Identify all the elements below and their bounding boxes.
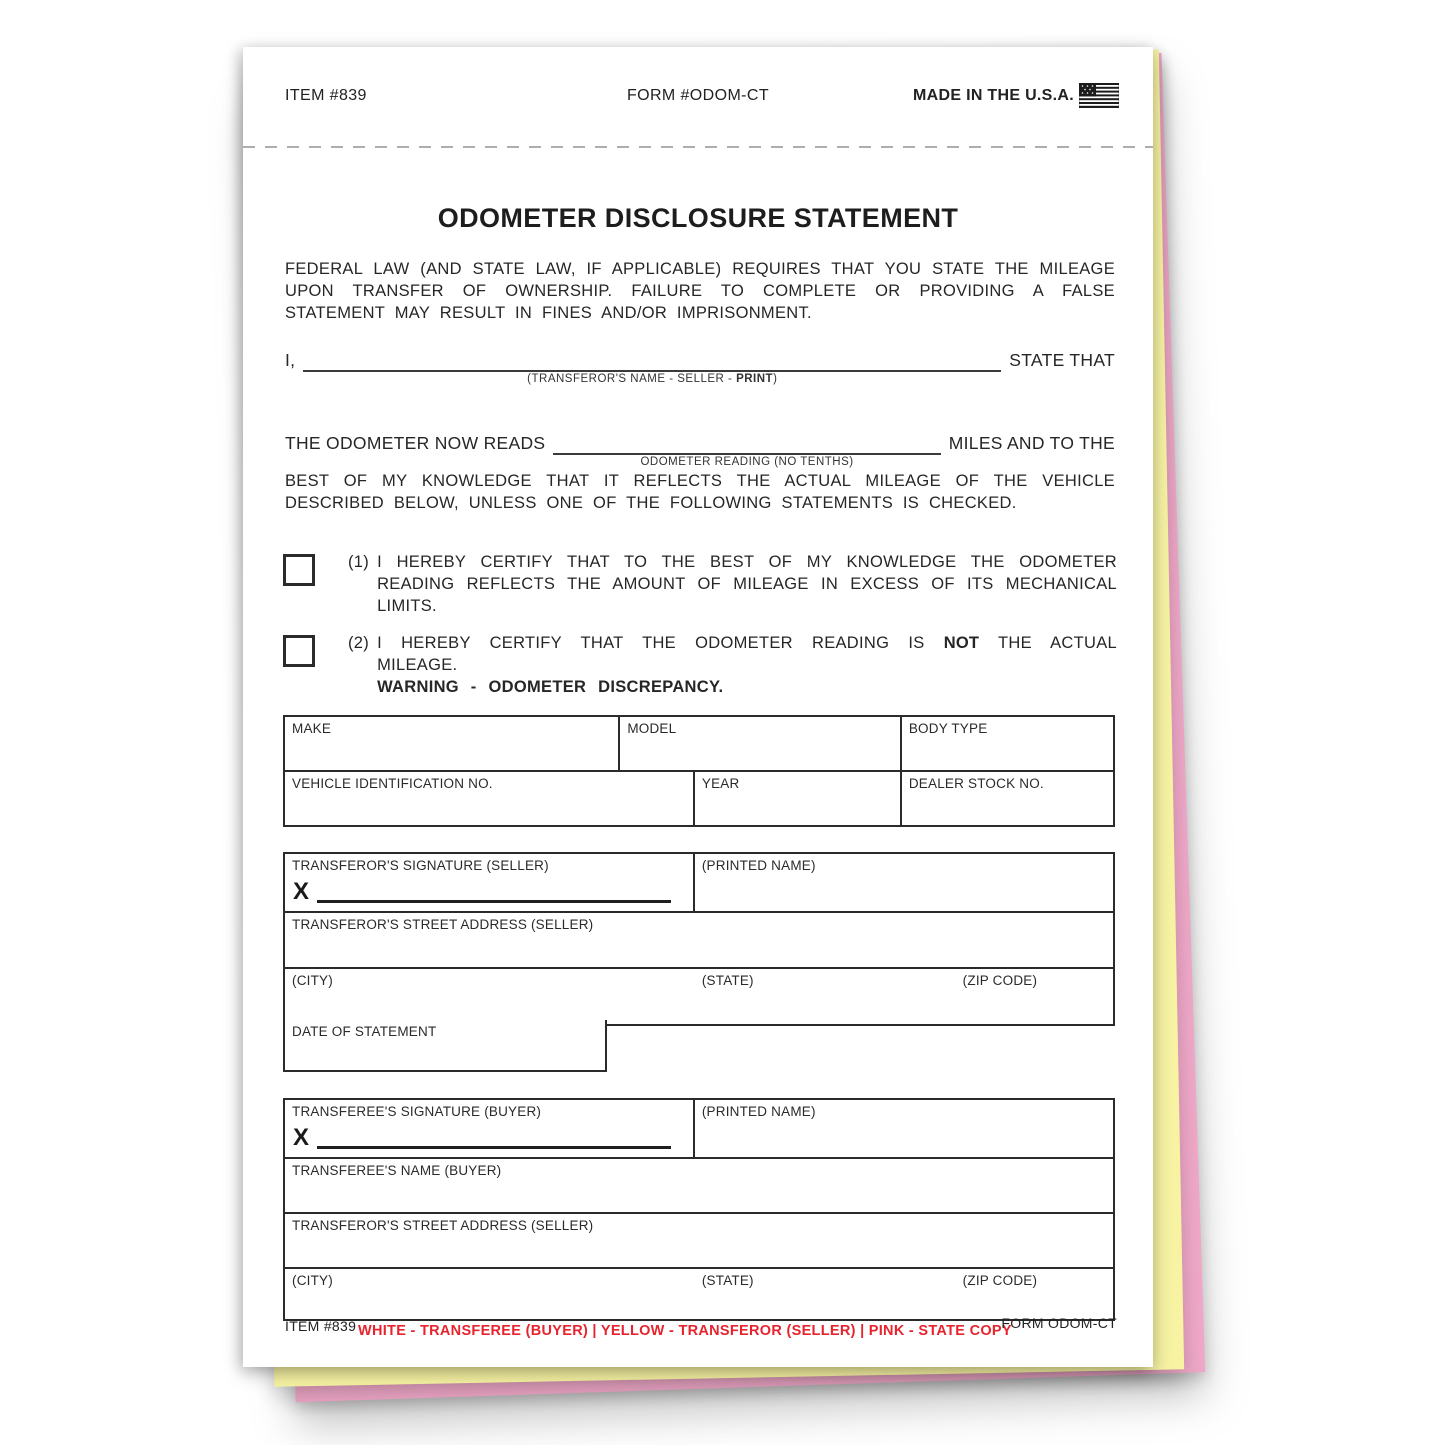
transferee-printed-name-label: (PRINTED NAME) — [701, 1104, 816, 1119]
made-in-usa-label: MADE IN THE U.S.A. — [913, 86, 1074, 104]
copy-distribution-legend: WHITE - TRANSFEREE (BUYER) | YELLOW - TRANSFEROR (SELLER) | PINK - STATE COPY — [357, 1323, 1012, 1339]
item-number: ITEM #839 — [285, 87, 367, 104]
made-in-usa — [913, 83, 1119, 108]
transferor-signature-rule — [317, 896, 671, 903]
checkbox-2-number: (2) — [348, 634, 370, 652]
transferee-signature-row — [285, 1100, 1113, 1159]
statement-prefix: I, — [285, 350, 296, 370]
transferee-signature-cell[interactable] — [285, 1100, 695, 1157]
sublabel-close-paren: ) — [773, 373, 778, 385]
sublabel-print-bold: PRINT — [736, 373, 774, 385]
transferee-zip-label: (ZIP CODE) — [962, 1273, 1038, 1288]
checkbox-2-text-post: THE ACTUAL MILEAGE. — [377, 634, 1117, 674]
transferor-printed-name-cell[interactable] — [695, 854, 1113, 911]
transferee-street-address-cell[interactable] — [285, 1214, 1113, 1269]
intro-paragraph: FEDERAL LAW (AND STATE LAW, IF APPLICABLE) REQUIRES THAT YOU STATE THE MILEAGE UPON TRANSFER OF OWNERSHIP. FAILURE TO COMPLETE OR PROVIDING A FALSE STATEMENT MAY RESULT IN FINES AND/OR IMPRISONMENT. — [285, 260, 1115, 322]
transferor-city-label: (CITY) — [292, 973, 333, 988]
sublabel-text: (TRANSFEROR'S NAME - SELLER - — [527, 373, 737, 385]
transferor-section — [283, 852, 1115, 1026]
transferee-state-label: (STATE) — [701, 1273, 754, 1288]
transferor-street-address-label: TRANSFEROR'S STREET ADDRESS (SELLER) — [292, 917, 594, 932]
odometer-reading-sublabel: ODOMETER READING (NO TENTHS) — [640, 456, 854, 468]
transferee-city-state-zip-row[interactable] — [285, 1269, 1113, 1319]
transferor-name-sublabel — [303, 370, 1001, 385]
continuation-paragraph: BEST OF MY KNOWLEDGE THAT IT REFLECTS THE ACTUAL MILEAGE OF THE VEHICLE DESCRIBED BELOW, UNLESS ONE OF THE FOLLOWING STATEMENTS IS CHECKED. — [285, 472, 1115, 512]
vehicle-table-row-2 — [285, 772, 1113, 825]
odometer-disclosure-form-page — [243, 47, 1153, 1367]
vehicle-table — [283, 715, 1115, 827]
footer-item-number: ITEM #839 — [285, 1318, 357, 1334]
checkbox-1-text: I HEREBY CERTIFY THAT TO THE BEST OF MY KNOWLEDGE THE ODOMETER READING REFLECTS THE AMOUNT OF MILEAGE IN EXCESS OF ITS MECHANICAL LIMITS. — [377, 553, 1117, 615]
checkbox-2-not-bold: NOT — [943, 634, 980, 652]
checkbox-2[interactable] — [283, 635, 315, 667]
transferor-name-row — [285, 350, 1115, 385]
body-type-cell[interactable]: BODY TYPE — [908, 721, 988, 736]
odometer-prefix: THE ODOMETER NOW READS — [285, 433, 546, 453]
checkbox-1-number: (1) — [348, 553, 370, 571]
transferor-signature-cell[interactable] — [285, 854, 695, 911]
transferor-signature-label: TRANSFEROR'S SIGNATURE (SELLER) — [292, 858, 549, 873]
checkbox-2-text — [377, 633, 1117, 698]
transferor-state-label: (STATE) — [701, 973, 754, 988]
transferee-section — [283, 1098, 1115, 1321]
make-cell[interactable]: MAKE — [285, 717, 620, 770]
transferor-name-blank-line[interactable] — [303, 350, 1001, 385]
transferor-x-mark: X — [293, 878, 310, 906]
date-of-statement-box[interactable] — [283, 1020, 607, 1072]
transferor-signature-line[interactable] — [285, 878, 693, 911]
transferee-signature-rule — [317, 1142, 671, 1149]
odometer-discrepancy-warning: WARNING - ODOMETER DISCREPANCY. — [377, 677, 724, 696]
vehicle-table-row-1 — [285, 717, 1113, 772]
transferee-printed-name-cell[interactable] — [695, 1100, 1113, 1157]
transferee-name-label: TRANSFEREE'S NAME (BUYER) — [292, 1163, 502, 1178]
mechanical-limits-statement — [283, 552, 1117, 617]
transferee-street-address-label: TRANSFEROR'S STREET ADDRESS (SELLER) — [292, 1218, 594, 1233]
miles-and-to-the-label: MILES AND TO THE — [948, 433, 1115, 453]
transferor-printed-name-label: (PRINTED NAME) — [701, 858, 816, 873]
checkbox-1[interactable] — [283, 554, 315, 586]
transferee-name-cell[interactable] — [285, 1159, 1113, 1214]
model-cell[interactable]: MODEL — [620, 717, 902, 770]
us-flag-icon — [1079, 83, 1119, 108]
transferee-x-mark: X — [293, 1124, 310, 1152]
transferee-signature-line[interactable] — [285, 1124, 693, 1157]
transferor-signature-row — [285, 854, 1113, 913]
odometer-reading-row — [285, 433, 1115, 468]
transferee-city-label: (CITY) — [292, 1273, 333, 1288]
form-title: ODOMETER DISCLOSURE STATEMENT — [437, 203, 959, 233]
state-that-label: STATE THAT — [1009, 350, 1115, 370]
transferor-zip-label: (ZIP CODE) — [962, 973, 1038, 988]
perforation-line — [243, 146, 1153, 148]
transferee-signature-label: TRANSFEREE'S SIGNATURE (BUYER) — [292, 1104, 542, 1119]
transferor-city-state-zip-row[interactable] — [285, 969, 1113, 1024]
transferor-street-address-cell[interactable] — [285, 913, 1113, 969]
vin-cell[interactable]: VEHICLE IDENTIFICATION NO. — [285, 772, 695, 825]
odometer-reading-blank-line[interactable] — [553, 433, 940, 468]
dealer-stock-no-cell[interactable]: DEALER STOCK NO. — [908, 776, 1044, 791]
not-actual-mileage-statement — [283, 633, 1117, 698]
date-of-statement-label: DATE OF STATEMENT — [292, 1024, 437, 1039]
checkbox-2-text-pre: I HEREBY CERTIFY THAT THE ODOMETER READING IS — [377, 634, 944, 652]
form-number: FORM #ODOM-CT — [626, 87, 770, 104]
footer-form-number: FORM ODOM-CT — [1001, 1315, 1117, 1331]
year-cell[interactable]: YEAR — [695, 772, 902, 825]
